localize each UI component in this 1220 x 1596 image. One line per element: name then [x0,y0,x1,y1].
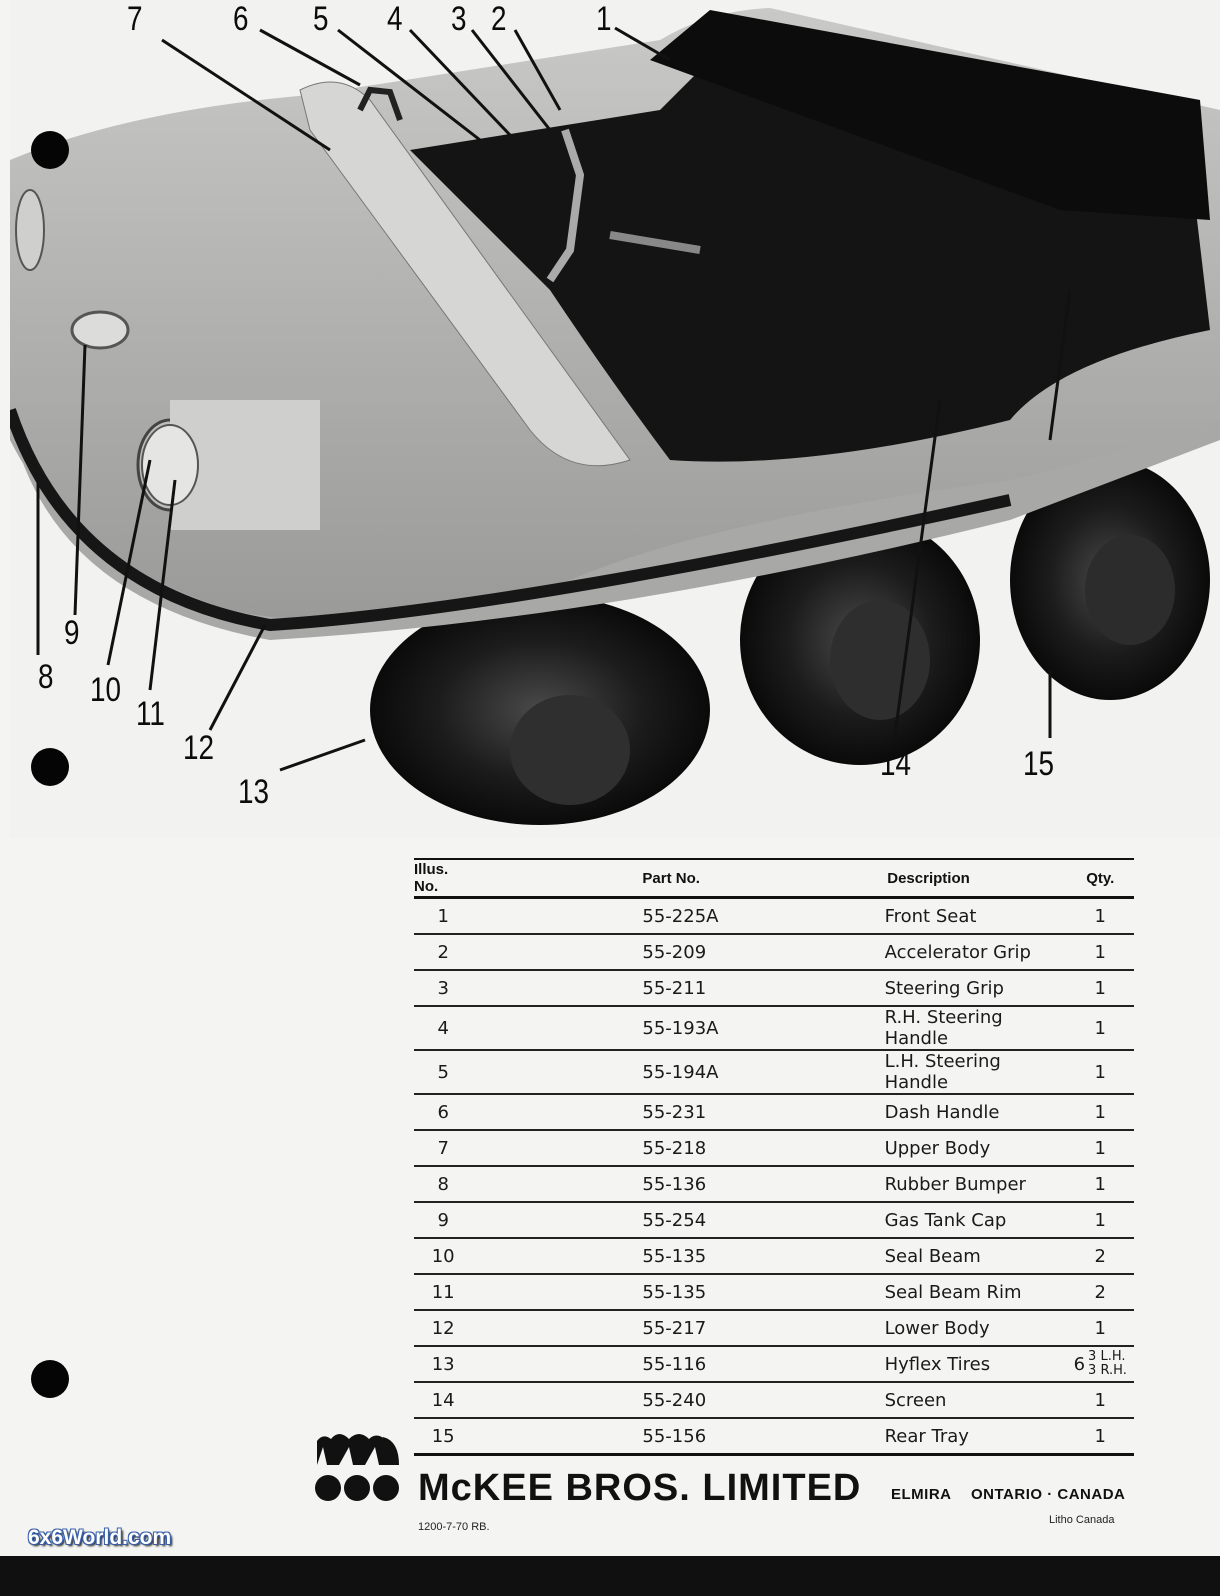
part-no: 55-135 [472,1238,790,1274]
table-row [414,1238,1134,1274]
table-row [414,898,1134,935]
part-description: Screen [791,1382,1067,1418]
part-description: Rubber Bumper [791,1166,1067,1202]
illus-no: 4 [414,1006,472,1050]
part-qty: 1 [1066,898,1134,935]
part-no: 55-225A [472,898,790,935]
part-description: R.H. Steering Handle [791,1006,1067,1050]
part-no: 55-217 [472,1310,790,1346]
callout-1: 1 [596,0,612,38]
binder-hole-middle [31,748,69,786]
callout-14: 14 [880,745,912,783]
part-qty: 1 [1066,970,1134,1006]
table-row [414,1050,1134,1094]
part-qty: 1 [1066,1382,1134,1418]
illus-no: 13 [414,1346,472,1382]
part-qty: 1 [1066,1130,1134,1166]
part-no: 55-135 [472,1274,790,1310]
callout-6: 6 [233,0,249,38]
illus-no: 2 [414,934,472,970]
part-qty-cell [1066,1346,1134,1382]
illus-no: 9 [414,1202,472,1238]
qty-note [1088,1350,1127,1377]
part-no: 55-240 [472,1382,790,1418]
part-no: 55-116 [472,1346,790,1382]
part-no: 55-194A [472,1050,790,1094]
callout-15: 15 [1023,745,1055,783]
callout-13: 13 [238,773,270,811]
illus-no: 15 [414,1418,472,1455]
mckee-logo [313,1431,405,1507]
part-no: 55-209 [472,934,790,970]
callout-11: 11 [136,695,165,733]
part-qty: 1 [1066,1094,1134,1130]
table-row [414,1166,1134,1202]
part-no: 55-254 [472,1202,790,1238]
part-no: 55-136 [472,1166,790,1202]
printer-credit: Litho Canada [1049,1514,1115,1526]
part-qty: 1 [1066,934,1134,970]
callout-10: 10 [90,671,122,709]
callout-2: 2 [491,0,507,38]
part-qty: 1 [1066,1202,1134,1238]
part-description: Dash Handle [791,1094,1067,1130]
company-name: McKEE BROS. LIMITED [418,1467,862,1509]
part-qty: 1 [1066,1166,1134,1202]
illus-no: 1 [414,898,472,935]
part-qty: 1 [1066,1418,1134,1455]
city: ELMIRA [891,1486,952,1503]
table-row [414,970,1134,1006]
header-illus-no: Illus. No. [414,859,472,898]
header-description: Description [791,859,1067,898]
table-row [414,1130,1134,1166]
region: ONTARIO · CANADA [971,1486,1126,1503]
callout-9: 9 [64,614,80,652]
part-qty: 2 [1066,1238,1134,1274]
callout-5: 5 [313,0,329,38]
header-qty: Qty. [1066,859,1134,898]
qty-note-right: 3 R.H. [1088,1363,1127,1378]
part-description: L.H. Steering Handle [791,1050,1067,1094]
part-description: Steering Grip [791,970,1067,1006]
part-qty: 1 [1066,1006,1134,1050]
illus-no: 3 [414,970,472,1006]
callout-4: 4 [387,0,403,38]
table-row [414,1346,1134,1382]
table-row [414,1382,1134,1418]
illus-no: 7 [414,1130,472,1166]
part-no: 55-211 [472,970,790,1006]
table-row [414,1274,1134,1310]
part-description: Upper Body [791,1130,1067,1166]
parts-list-table [414,858,1134,1456]
part-description: Seal Beam [791,1238,1067,1274]
part-description: Gas Tank Cap [791,1202,1067,1238]
table-row [414,1418,1134,1455]
table-row [414,934,1134,970]
illus-no: 5 [414,1050,472,1094]
header-part-no: Part No. [472,859,790,898]
illus-no: 10 [414,1238,472,1274]
part-description: Front Seat [791,898,1067,935]
callout-3: 3 [451,0,467,38]
qty-with-note [1074,1350,1127,1377]
part-description: Lower Body [791,1310,1067,1346]
part-description: Hyflex Tires [791,1346,1067,1382]
callout-8: 8 [38,658,54,696]
table-row [414,1202,1134,1238]
part-qty: 1 [1066,1050,1134,1094]
vehicle-photo [10,0,1220,838]
part-qty: 1 [1066,1310,1134,1346]
table-row [414,1310,1134,1346]
illus-no: 6 [414,1094,472,1130]
table-header-row [414,859,1134,898]
table-row [414,1006,1134,1050]
illus-no: 11 [414,1274,472,1310]
part-qty: 6 [1073,1353,1086,1375]
binder-hole-top [31,131,69,169]
illus-no: 8 [414,1166,472,1202]
print-code: 1200-7-70 RB. [418,1521,490,1533]
part-qty: 2 [1066,1274,1134,1310]
site-watermark: 6x6World.com [28,1526,172,1549]
callout-7: 7 [127,0,143,38]
part-no: 55-156 [472,1418,790,1455]
part-description: Rear Tray [791,1418,1067,1455]
amphibious-vehicle-illustration [10,0,1220,838]
part-description: Accelerator Grip [791,934,1067,970]
part-no: 55-193A [472,1006,790,1050]
callout-12: 12 [183,729,215,767]
part-description: Seal Beam Rim [791,1274,1067,1310]
qty-note-left: 3 L.H. [1088,1349,1126,1365]
part-no: 55-218 [472,1130,790,1166]
illus-no: 14 [414,1382,472,1418]
part-no: 55-231 [472,1094,790,1130]
illus-no: 12 [414,1310,472,1346]
table-row [414,1094,1134,1130]
binder-hole-bottom [31,1360,69,1398]
